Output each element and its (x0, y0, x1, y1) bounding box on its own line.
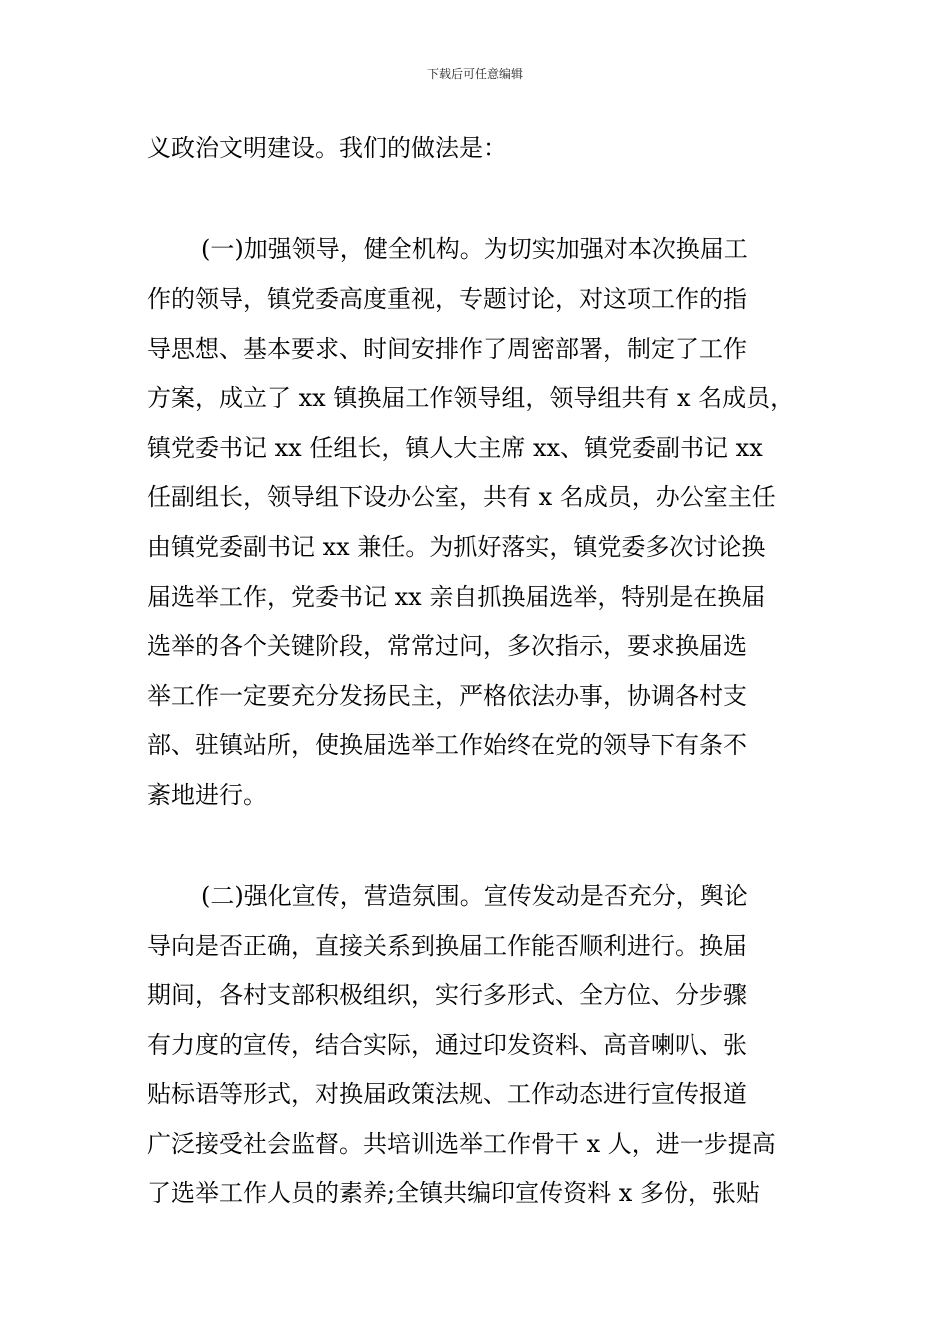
text-line: 任副组长，领导组下设办公室，共有 x 名成员，办公室主任 (147, 483, 776, 511)
text-line: 了选举工作人员的素养;全镇共编印宣传资料 x 多份，张贴 (147, 1179, 760, 1207)
text-line: 紊地进行。 (147, 781, 267, 809)
text-line: 广泛接受社会监督。共培训选举工作骨干 x 人，进一步提高 (147, 1130, 776, 1158)
text-line: 方案，成立了 xx 镇换届工作领导组，领导组共有 x 名成员， (147, 384, 795, 412)
text-line: 选举的各个关键阶段，常常过问，多次指示，要求换届选 (147, 632, 747, 660)
text-line: 由镇党委副书记 xx 兼任。为抓好落实，镇党委多次讨论换 (147, 533, 766, 561)
text-line: 贴标语等形式，对换届政策法规、工作动态进行宣传报道 (147, 1080, 747, 1108)
text-line: 导思想、基本要求、时间安排作了周密部署，制定了工作 (147, 335, 747, 363)
text-line: 义政治文明建设。我们的做法是： (147, 134, 507, 162)
text-line: 期间，各村支部积极组织，实行多形式、全方位、分步骤 (147, 981, 747, 1009)
text-line: 有力度的宣传，结合实际，通过印发资料、高音喇叭、张 (147, 1031, 747, 1059)
text-line: 举工作一定要充分发扬民主，严格依法办事，协调各村支 (147, 682, 747, 710)
paragraph-1-first-line: (一)加强领导，健全机构。为切实加强对本次换届工 (201, 235, 748, 263)
text-line: 导向是否正确，直接关系到换届工作能否顺利进行。换届 (147, 932, 747, 960)
header-note: 下载后可任意编辑 (426, 67, 523, 81)
paragraph-2-first-line: (二)强化宣传，营造氛围。宣传发动是否充分，舆论 (201, 882, 748, 910)
text-line: 镇党委书记 xx 任组长，镇人大主席 xx、镇党委副书记 xx (147, 434, 763, 462)
text-line: 部、驻镇站所，使换届选举工作始终在党的领导下有条不 (147, 731, 747, 759)
text-line: 届选举工作，党委书记 xx 亲自抓换届选举，特别是在换届 (147, 583, 766, 611)
text-line: 作的领导，镇党委高度重视，专题讨论，对这项工作的指 (147, 285, 747, 313)
